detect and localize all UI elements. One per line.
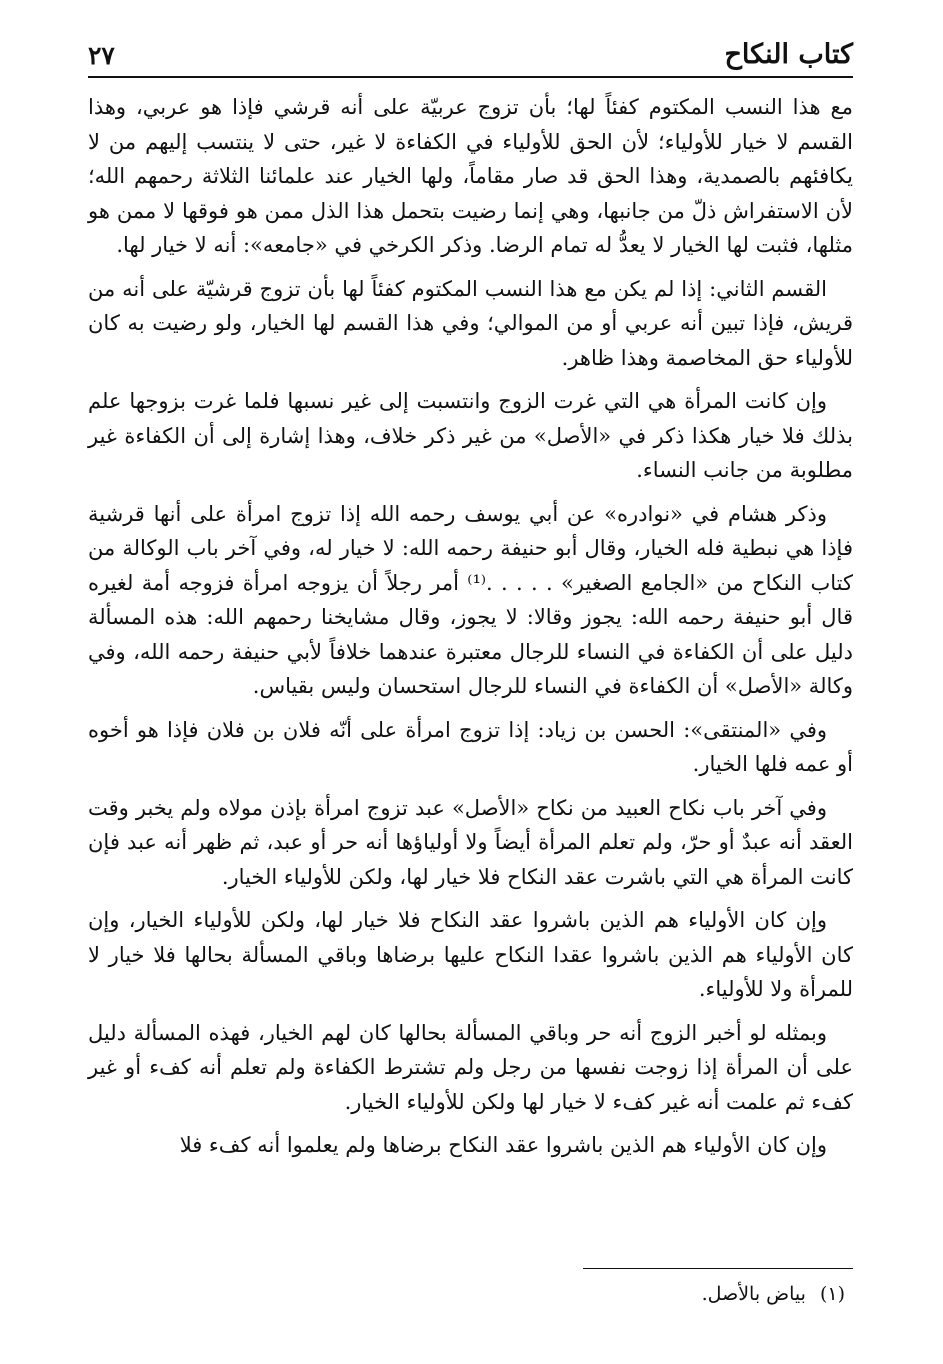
paragraph: وبمثله لو أخبر الزوج أنه حر وباقي المسألة بحالها كان لهم الخيار، فهذه المسألة دليل على أن المرأة إذا زوجت نفسها من رجل ولم تشترط الكفاءة ولم تعلم أنه كفء أو غير كفء ثم علمت أنه غير كفء لا خيار لها ولكن للأولياء الخيار. [88, 1020, 853, 1114]
footnotes [88, 1280, 845, 1308]
paragraph: وفي آخر باب نكاح العبيد من نكاح «الأصل» عبد تزوج امرأة بإذن مولاه ولم يخبر وقت العقد أنه عبدٌ أو حرّ، ولم تعلم المرأة أيضاً ولا أولياؤها أنه حر أو عبد، ثم ظهر أنه عبد فإن كانت المرأة هي التي باشرت عقد النكاح فلا خيار لها، ولكن للأولياء الخيار. [88, 795, 853, 889]
page-number: ٢٧ [88, 41, 115, 70]
paragraph: وإن كان الأولياء هم الذين باشروا عقد النكاح برضاها ولم يعلموا أنه كفء فلا [179, 1133, 827, 1157]
paragraph: وفي «المنتقى»: الحسن بن زياد: إذا تزوج امرأة على أنّه فلان بن فلان فإذا هو أخوه أو عمه فلها الخيار. [88, 717, 853, 776]
paragraph: وإن كانت المرأة هي التي غرت الزوج وانتسبت إلى غير نسبها فلما غرت بزوجها علم بذلك فلا خيار هكذا ذكر في «الأصل» من غير ذكر خلاف، وهذا إشارة إلى أن الكفاءة غير مطلوبة من جانب النساء. [88, 389, 853, 482]
running-header [88, 30, 853, 78]
body-text [88, 90, 853, 1172]
book-title: كتاب النكاح [724, 39, 853, 70]
paragraph: القسم الثاني: إذا لم يكن مع هذا النسب المكتوم كفئاً لها بأن تزوج قرشيّة على أنه من قريش، فإذا تبين أنه عربي أو من الموالي؛ وفي هذا القسم لها الخيار، ولو رضيت به كان للأولياء حق المخاصمة وهذا ظاهر. [88, 276, 853, 370]
footnote [88, 1280, 845, 1308]
footnote-text: بياض بالأصل. [701, 1283, 806, 1305]
paragraph: وذكر هشام في «نوادره» عن أبي يوسف رحمه الله إذا تزوج امرأة على أنها قرشية فإذا هي نبطية فله الخيار، وقال أبو حنيفة رحمه الله: لا خيار له، وفي آخر باب الوكالة من كتاب النكاح من «الجامع الصغير» . . . . .⁽¹⁾ أمر رجلاً أن يزوجه امرأة فزوجه أمة لغيره قال أبو حنيفة رحمه الله: يجوز وقالا: لا يجوز، وقال مشايخنا رحمهم الله: هذه المسألة دليل على أن الكفاءة في النساء للرجال معتبرة عندهما خلافاً لأبي حنيفة رحمه الله، وفي وكالة «الأصل» أن الكفاءة في النساء للرجال استحسان وليس بقياس. [88, 501, 854, 698]
footnote-divider [583, 1268, 853, 1269]
paragraph: وإن كان الأولياء هم الذين باشروا عقد النكاح فلا خيار لها، ولكن للأولياء الخيار، وإن كان الأولياء هم الذين باشروا عقدا النكاح عليها برضاها وباقي المسألة بحالها فلا خيار لا للمرأة ولا للأولياء. [88, 908, 853, 1001]
paragraph: مع هذا النسب المكتوم كفئاً لها؛ بأن تزوج عربيّة على أنه قرشي فإذا هو عربي، وهذا القسم لا خيار للأولياء؛ لأن الحق للأولياء في الكفاءة لا غير، حتى لا ينتسب إليهم من لا يكافئهم بالصمدية، وهذا الحق قد صار مقاماً، ولها الخيار عند علمائنا الثلاثة رحمهم الله؛ لأن الاستفراش ذلّ من جانبها، وهي إنما رضيت بتحمل هذا الذل ممن هو فوقها لا ممن هو مثلها، فثبت لها الخيار لا يعدُّ له تمام الرضا. وذكر الكرخي في «جامعه»: أنه لا خيار لها. [88, 95, 853, 257]
footnote-marker: (١) [819, 1283, 845, 1305]
